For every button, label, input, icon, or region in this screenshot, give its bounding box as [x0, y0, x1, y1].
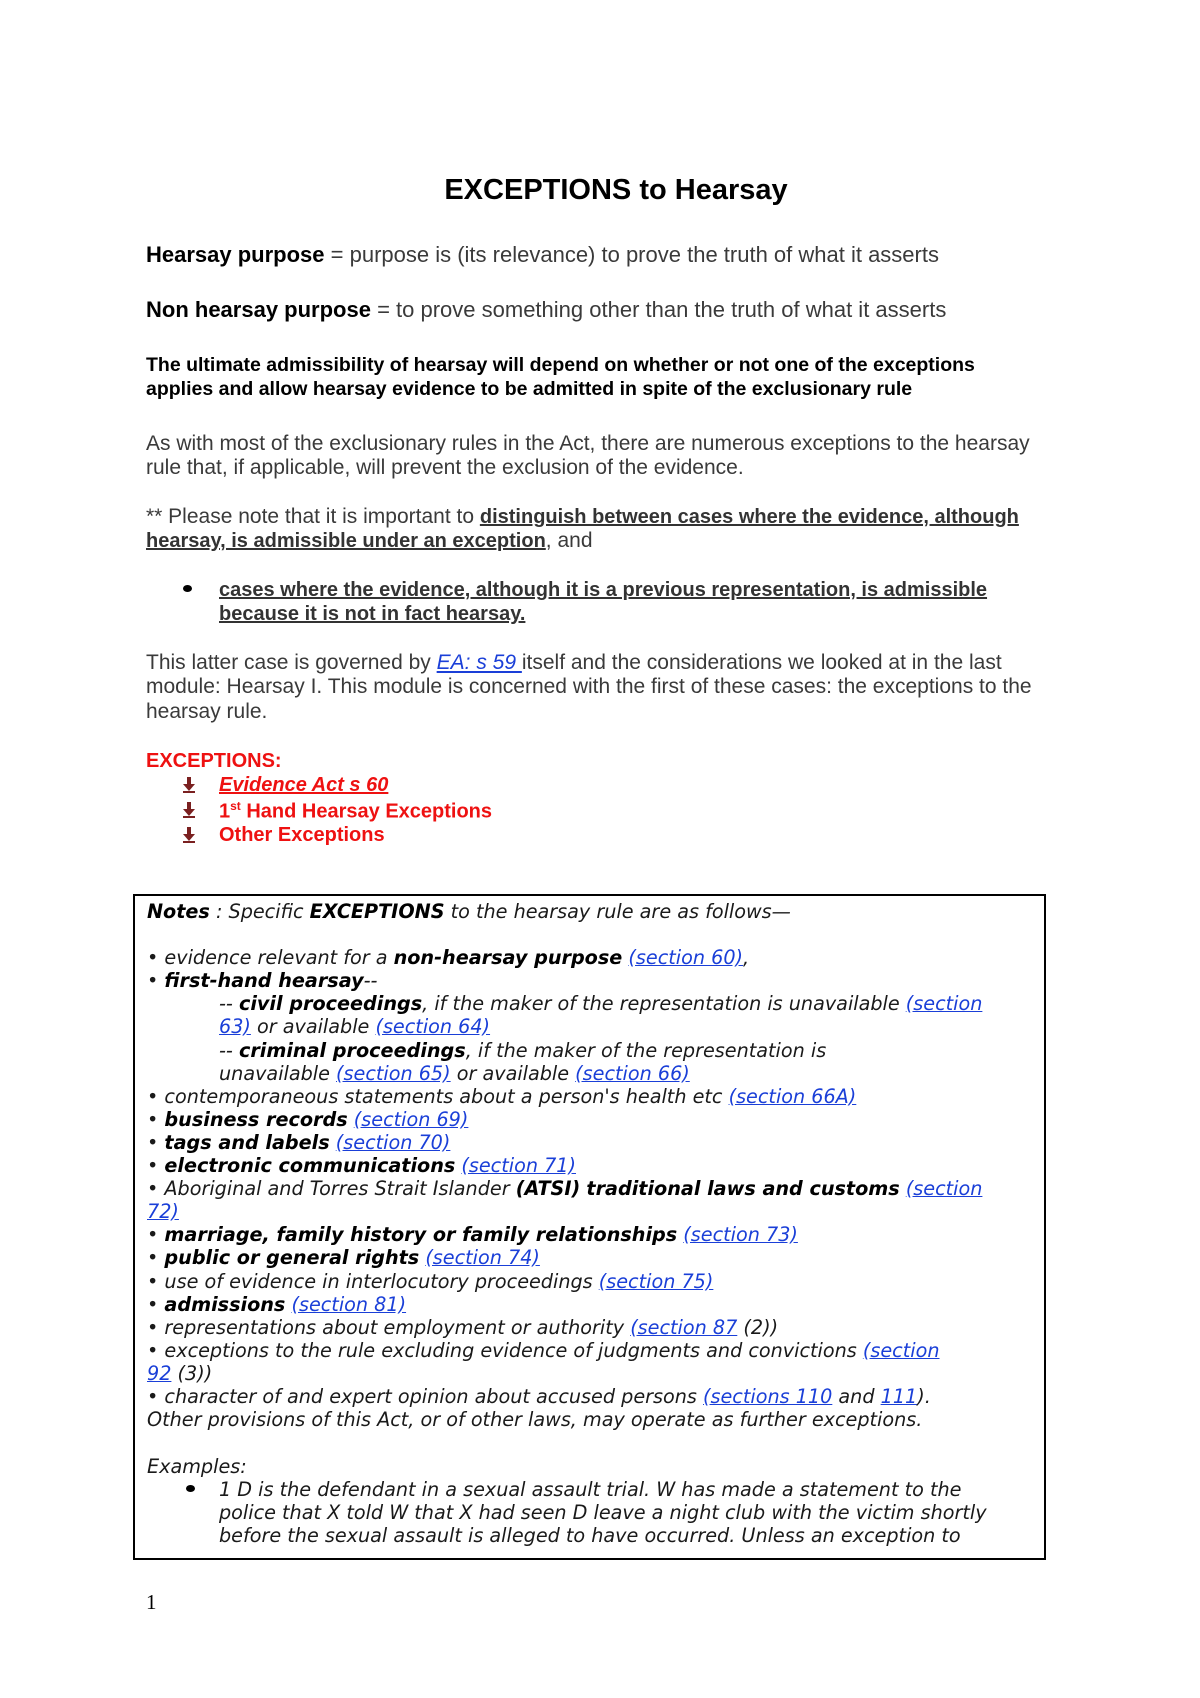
example-bullet-dot — [186, 1485, 195, 1492]
notes-line-business-records: • business records (section 69) — [147, 1108, 469, 1131]
arrow-down-icon — [183, 802, 195, 818]
notes-line-first-hand: • first-hand hearsay-- — [147, 969, 378, 992]
note-prefix: ** Please note that it is important to — [146, 505, 480, 528]
first-hand-superscript: st — [230, 799, 241, 813]
exception-item-other[interactable]: Other Exceptions — [219, 824, 385, 846]
latter-line-2: module: Hearsay I. This module is concerned with the first of these cases: the exceptions to the — [146, 675, 1032, 698]
first-hand-label: Hand Hearsay Exceptions — [246, 800, 493, 823]
latter-text-a: This latter case is governed by — [146, 651, 437, 674]
section-64-link[interactable]: (section 64) — [375, 1015, 491, 1038]
notes-line-contemporaneous: • contemporaneous statements about a person's health etc (section 66A) — [147, 1085, 857, 1108]
notes-line-interlocutory: • use of evidence in interlocutory proceedings (section 75) — [147, 1270, 714, 1293]
section-92-link-cont[interactable]: 92 — [147, 1362, 172, 1385]
note-line-2 — [146, 529, 593, 553]
hearsay-purpose-text: = purpose is (its relevance) to prove the truth of what it asserts — [324, 242, 939, 267]
section-63-link-cont[interactable]: 63) — [219, 1015, 251, 1038]
section-111-link[interactable]: 111 — [880, 1385, 918, 1408]
section-74-link[interactable]: (section 74) — [425, 1246, 540, 1269]
notes-box — [133, 894, 1046, 1560]
notes-line-civil-cont: 63) or available (section 64) — [219, 1015, 491, 1038]
notes-label: Notes — [147, 900, 210, 923]
section-71-link[interactable]: (section 71) — [461, 1154, 576, 1177]
latter-line-3: hearsay rule. — [146, 700, 268, 723]
arrow-down-icon — [183, 827, 195, 843]
notes-line-atsi-cont — [147, 1200, 179, 1223]
latter-text-b: itself and the considerations we looked at in the last — [521, 651, 1002, 674]
notes-line-public-rights: • public or general rights (section 74) — [147, 1246, 540, 1269]
notes-line-other-provisions: Other provisions of this Act, or of other laws, may operate as further exceptions. — [147, 1408, 923, 1431]
example-line-3: before the sexual assault is alleged to have occurred. Unless an exception to — [219, 1524, 961, 1547]
notes-text-a: : Specific — [209, 900, 310, 923]
examples-label: Examples: — [147, 1455, 247, 1478]
notes-line-judgments-cont: 92 (3)) — [147, 1362, 213, 1385]
notes-line-civil: -- civil proceedings, if the maker of the representation is unavailable (section — [219, 992, 983, 1015]
page-number: 1 — [146, 1590, 157, 1614]
non-hearsay-purpose-label: Non hearsay purpose — [146, 297, 371, 322]
bullet-line-1: cases where the evidence, although it is a previous representation, is admissible — [219, 579, 988, 601]
notes-line-criminal-cont: unavailable (section 65) or available (section 66) — [219, 1062, 690, 1085]
notes-line-tags-labels: • tags and labels (section 70) — [147, 1131, 451, 1154]
section-87-link[interactable]: (section 87 — [630, 1316, 738, 1339]
bullet-dot — [183, 585, 192, 592]
note-emphasis-2: hearsay, is admissible under an exception — [146, 530, 546, 552]
example-line-2: police that X told W that X had seen D leave a night club with the victim shortly — [219, 1501, 987, 1524]
notes-line-section60: • evidence relevant for a non-hearsay purpose (section 60), — [147, 946, 750, 969]
section-72-link[interactable]: (section — [905, 1177, 983, 1200]
notes-header — [147, 900, 791, 923]
notes-line-criminal: -- criminal proceedings, if the maker of the representation is — [219, 1039, 827, 1062]
intro-line-2: rule that, if applicable, will prevent the exclusion of the evidence. — [146, 456, 744, 479]
section-66-link[interactable]: (section 66) — [575, 1062, 690, 1085]
first-hand-number: 1 — [219, 800, 231, 823]
section-73-link[interactable]: (section 73) — [683, 1223, 798, 1246]
ea-s59-link[interactable]: EA: s 59 — [436, 651, 522, 674]
section-65-link[interactable]: (section 65) — [336, 1062, 451, 1085]
section-70-link[interactable]: (section 70) — [335, 1131, 451, 1154]
section-66a-link[interactable]: (section 66A) — [728, 1085, 857, 1108]
ultimate-line-2: applies and allow hearsay evidence to be admitted in spite of the exclusionary rule — [146, 378, 913, 400]
arrow-down-icon — [183, 777, 195, 793]
section-72-link-cont[interactable]: 72) — [147, 1200, 179, 1223]
non-hearsay-purpose-text: = to prove something other than the truth of what it asserts — [370, 297, 947, 322]
notes-line-atsi: • Aboriginal and Torres Strait Islander (ATSI) traditional laws and customs (section — [147, 1177, 983, 1200]
section-81-link[interactable]: (section 81) — [291, 1293, 407, 1316]
notes-exceptions: EXCEPTIONS — [309, 900, 445, 923]
exception-item-evidence-act-s60[interactable]: Evidence Act s 60 — [219, 774, 389, 796]
note-line-1 — [146, 505, 1019, 529]
latter-line-1 — [146, 651, 1002, 675]
section-69-link[interactable]: (section 69) — [353, 1108, 469, 1131]
notes-line-electronic: • electronic communications (section 71) — [147, 1154, 576, 1177]
notes-line-employment: • representations about employment or authority (section 87 (2)) — [147, 1316, 779, 1339]
non-hearsay-purpose-definition — [146, 298, 946, 322]
notes-line-judgments: • exceptions to the rule excluding evidence of judgments and convictions (section — [147, 1339, 940, 1362]
page-title: EXCEPTIONS to Hearsay — [444, 174, 788, 206]
exceptions-heading: EXCEPTIONS: — [146, 750, 282, 772]
note-emphasis-1: distinguish between cases where the evidence, although — [479, 506, 1019, 528]
intro-line-1: As with most of the exclusionary rules in the Act, there are numerous exceptions to the hearsay — [146, 432, 1030, 455]
section-92-link[interactable]: (section — [862, 1339, 940, 1362]
section-60-link[interactable]: (section 60) — [628, 946, 744, 969]
hearsay-purpose-definition — [146, 243, 939, 267]
hearsay-purpose-label: Hearsay purpose — [146, 242, 325, 267]
bullet-line-2: because it is not in fact hearsay. — [219, 603, 526, 625]
exception-item-first-hand[interactable] — [219, 799, 492, 824]
ultimate-line-1: The ultimate admissibility of hearsay will depend on whether or not one of the exceptions — [146, 354, 975, 376]
example-line-1: 1 D is the defendant in a sexual assault trial. W has made a statement to the — [219, 1478, 962, 1501]
section-63-link[interactable]: (section — [905, 992, 983, 1015]
section-110-link[interactable]: (sections 110 — [703, 1385, 833, 1408]
notes-line-marriage: • marriage, family history or family relationships (section 73) — [147, 1223, 798, 1246]
notes-line-admissions: • admissions (section 81) — [147, 1293, 407, 1316]
notes-text-c: to the hearsay rule are as follows— — [444, 900, 791, 923]
notes-line-character: • character of and expert opinion about accused persons (sections 110 and 111). — [147, 1385, 931, 1408]
section-75-link[interactable]: (section 75) — [598, 1270, 714, 1293]
note-suffix: , and — [545, 529, 593, 552]
